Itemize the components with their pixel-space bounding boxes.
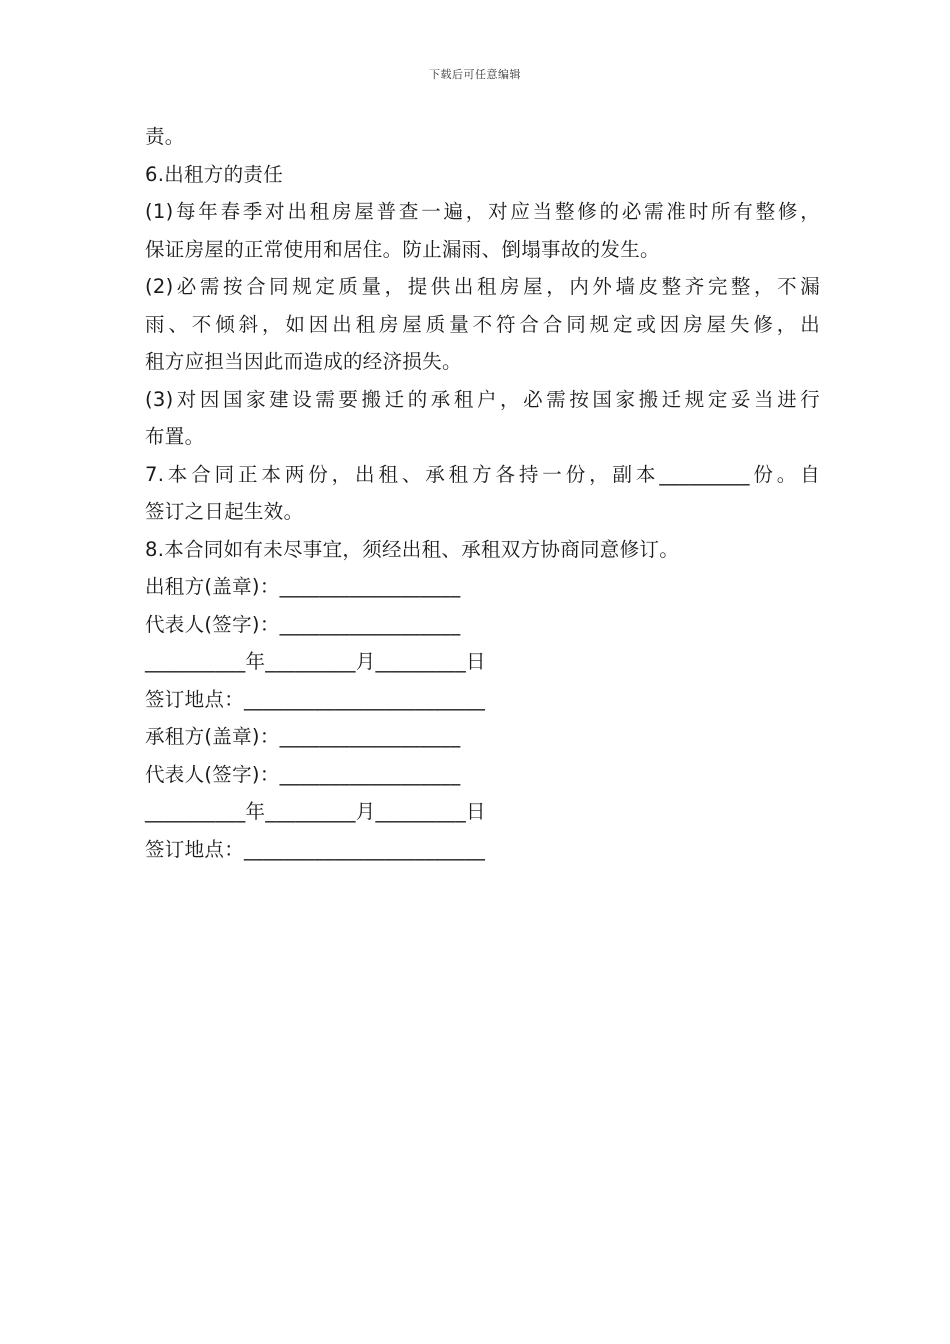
text-line: 8.本合同如有未尽事宜，须经出租、承租双方协商同意修订。 xyxy=(145,537,680,561)
section-heading: 6.出租方的责任 xyxy=(145,162,284,186)
date-field-lessee: __________年_________月_________日 xyxy=(145,800,486,823)
document-body xyxy=(145,118,820,868)
text-line: (3)对因国家建设需要搬迁的承租户，必需按国家搬迁规定妥当进行 xyxy=(145,387,820,411)
text-line: 责。 xyxy=(145,125,185,148)
page-header: 下载后可任意编辑 xyxy=(429,68,521,81)
text-line: 签订之日起生效。 xyxy=(145,500,304,523)
text-line: 雨、不倾斜，如因出租房屋质量不符合合同规定或因房屋失修，出 xyxy=(145,312,820,336)
location-field-lessor: 签订地点：________________________ xyxy=(145,687,486,711)
location-field-lessee: 签订地点：________________________ xyxy=(145,837,486,861)
text-line: (2)必需按合同规定质量，提供出租房屋，内外墙皮整齐完整，不漏 xyxy=(145,275,820,298)
signature-field-lessor-rep: 代表人(签字)：__________________ xyxy=(145,612,461,636)
text-line: (1)每年春季对出租房屋普查一遍，对应当整修的必需准时所有整修， xyxy=(145,200,820,223)
text-line: 保证房屋的正常使用和居住。防止漏雨、倒塌事故的发生。 xyxy=(145,237,660,261)
signature-field-lessor-seal: 出租方(盖章)：__________________ xyxy=(145,575,461,598)
signature-field-lessee-rep: 代表人(签字)：__________________ xyxy=(145,762,461,786)
text-line: 布置。 xyxy=(145,425,205,448)
signature-field-lessee-seal: 承租方(盖章)：__________________ xyxy=(145,725,461,748)
text-line: 7.本合同正本两份，出租、承租方各持一份，副本_________份。自 xyxy=(145,462,820,486)
text-line: 租方应担当因此而造成的经济损失。 xyxy=(145,350,462,373)
date-field-lessor: __________年_________月_________日 xyxy=(145,650,486,673)
